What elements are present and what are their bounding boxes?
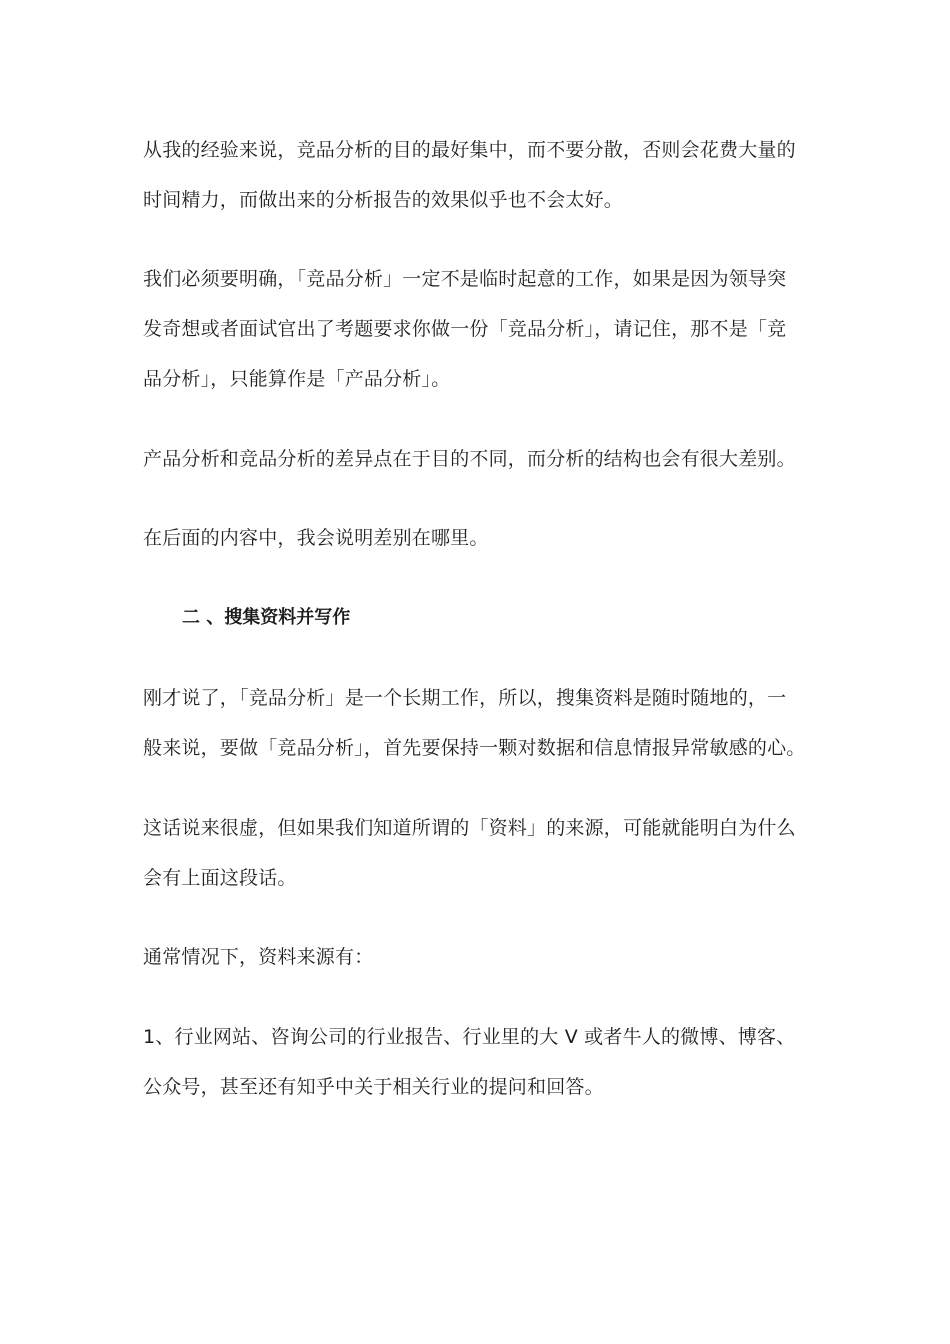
paragraph-8-line-2: 公众号，甚至还有知乎中关于相关行业的提问和回答。 xyxy=(143,1076,604,1098)
paragraph-3-line-1: 产品分析和竞品分析的差异点在于目的不同，而分析的结构也会有很大差别。 xyxy=(143,448,796,470)
paragraph-1-line-2: 时间精力，而做出来的分析报告的效果似乎也不会太好。 xyxy=(143,189,624,211)
paragraph-5-line-1: 刚才说了，「竞品分析」是一个长期工作，所以，搜集资料是随时随地的，一 xyxy=(143,687,787,709)
paragraph-8-line-1: 1、行业网站、咨询公司的行业报告、行业里的大 V 或者牛人的微博、博客、 xyxy=(143,1026,796,1048)
paragraph-4-line-1: 在后面的内容中，我会说明差别在哪里。 xyxy=(143,527,489,549)
paragraph-2-line-2: 发奇想或者面试官出了考题要求你做一份「竞品分析」，请记住，那不是「竞 xyxy=(143,318,787,340)
paragraph-6-line-1: 这话说来很虚，但如果我们知道所谓的「资料」的来源，可能就能明白为什么 xyxy=(143,817,796,839)
paragraph-5-line-2: 般来说，要做「竞品分析」，首先要保持一颗对数据和信息情报异常敏感的心。 xyxy=(143,737,806,759)
paragraph-2-line-1: 我们必须要明确，「竞品分析」一定不是临时起意的工作，如果是因为领导突 xyxy=(143,268,787,290)
paragraph-6-line-2: 会有上面这段话。 xyxy=(143,867,297,889)
paragraph-1-line-1: 从我的经验来说，竞品分析的目的最好集中，而不要分散，否则会花费大量的 xyxy=(143,139,796,161)
section-heading: 二 、搜集资料并写作 xyxy=(182,607,351,628)
paragraph-7-line-1: 通常情况下，资料来源有： xyxy=(143,946,374,968)
paragraph-2-line-3: 品分析」，只能算作是「产品分析」。 xyxy=(143,368,451,390)
